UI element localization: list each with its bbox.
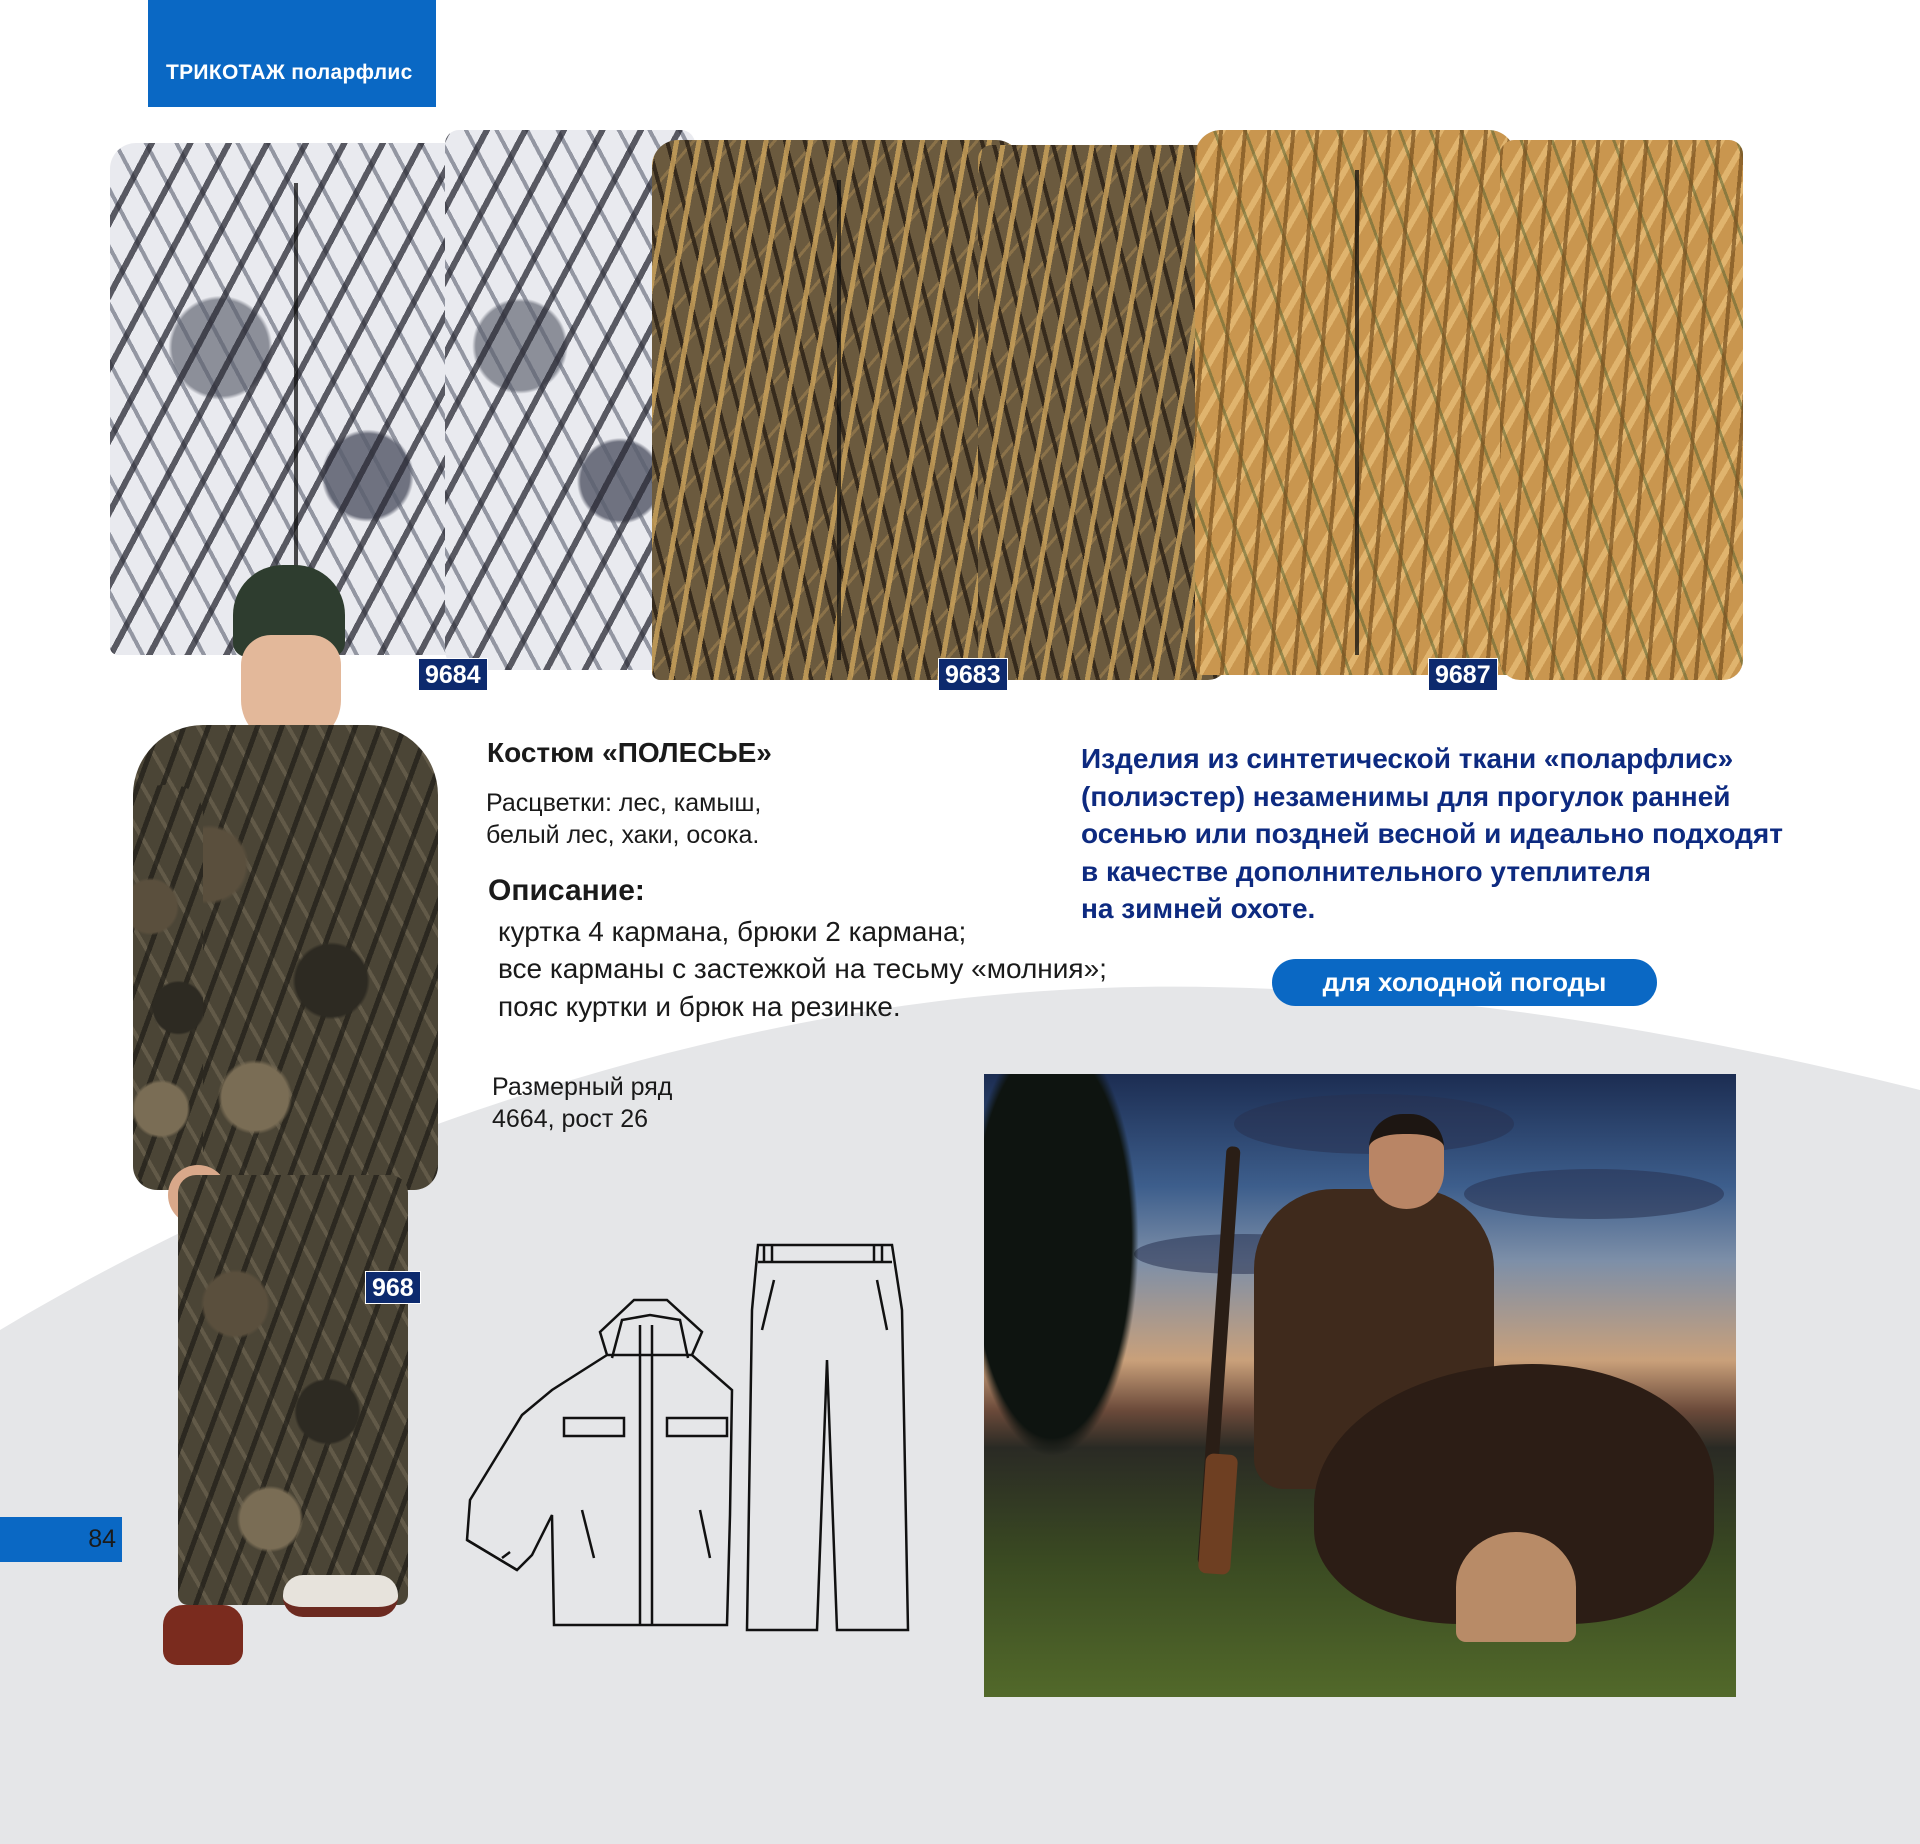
description-line: все карманы с застежкой на тесьму «молния»;: [498, 953, 1107, 984]
description-heading: Описание:: [488, 874, 645, 907]
jacket-9687-image: [1195, 130, 1515, 675]
page-number: 84: [88, 1525, 116, 1553]
garment-sketch: [462, 1240, 932, 1640]
product-code-label: 9683: [938, 658, 1008, 691]
page-number-bar: [0, 1517, 122, 1562]
pants-9683-image: [978, 145, 1228, 680]
model-photo: [133, 565, 453, 1715]
section-tab-label: ТРИКОТАЖ поларфлис: [166, 61, 413, 84]
promo-line: на зимней охоте.: [1081, 893, 1316, 924]
product-code-label: 968: [365, 1271, 421, 1304]
colors-line: Расцветки: лес, камыш,: [486, 789, 762, 817]
jacket-9683-image: [652, 140, 1022, 680]
promo-line: (полиэстер) незаменимы для прогулок ранней: [1081, 781, 1731, 812]
pants-9687-image: [1500, 140, 1743, 680]
size-line: Размерный ряд: [492, 1073, 673, 1101]
section-tab: [148, 0, 436, 107]
product-code-label: 9684: [418, 658, 488, 691]
product-code-label: 9687: [1428, 658, 1498, 691]
promo-line: в качестве дополнительного утеплителя: [1081, 856, 1651, 887]
hunter-photo: [984, 1074, 1736, 1697]
size-line: 4664, рост 26: [492, 1105, 649, 1133]
description-line: пояс куртки и брюк на резинке.: [498, 991, 901, 1022]
cold-weather-badge: для холодной погоды: [1272, 959, 1657, 1006]
promo-line: осенью или поздней весной и идеально подходят: [1081, 818, 1783, 849]
promo-line: Изделия из синтетической ткани «поларфлис»: [1081, 743, 1734, 774]
colors-line: белый лес, хаки, осока.: [486, 821, 760, 849]
description-line: куртка 4 кармана, брюки 2 кармана;: [498, 916, 967, 947]
product-title: Костюм «ПОЛЕСЬЕ»: [487, 737, 772, 768]
